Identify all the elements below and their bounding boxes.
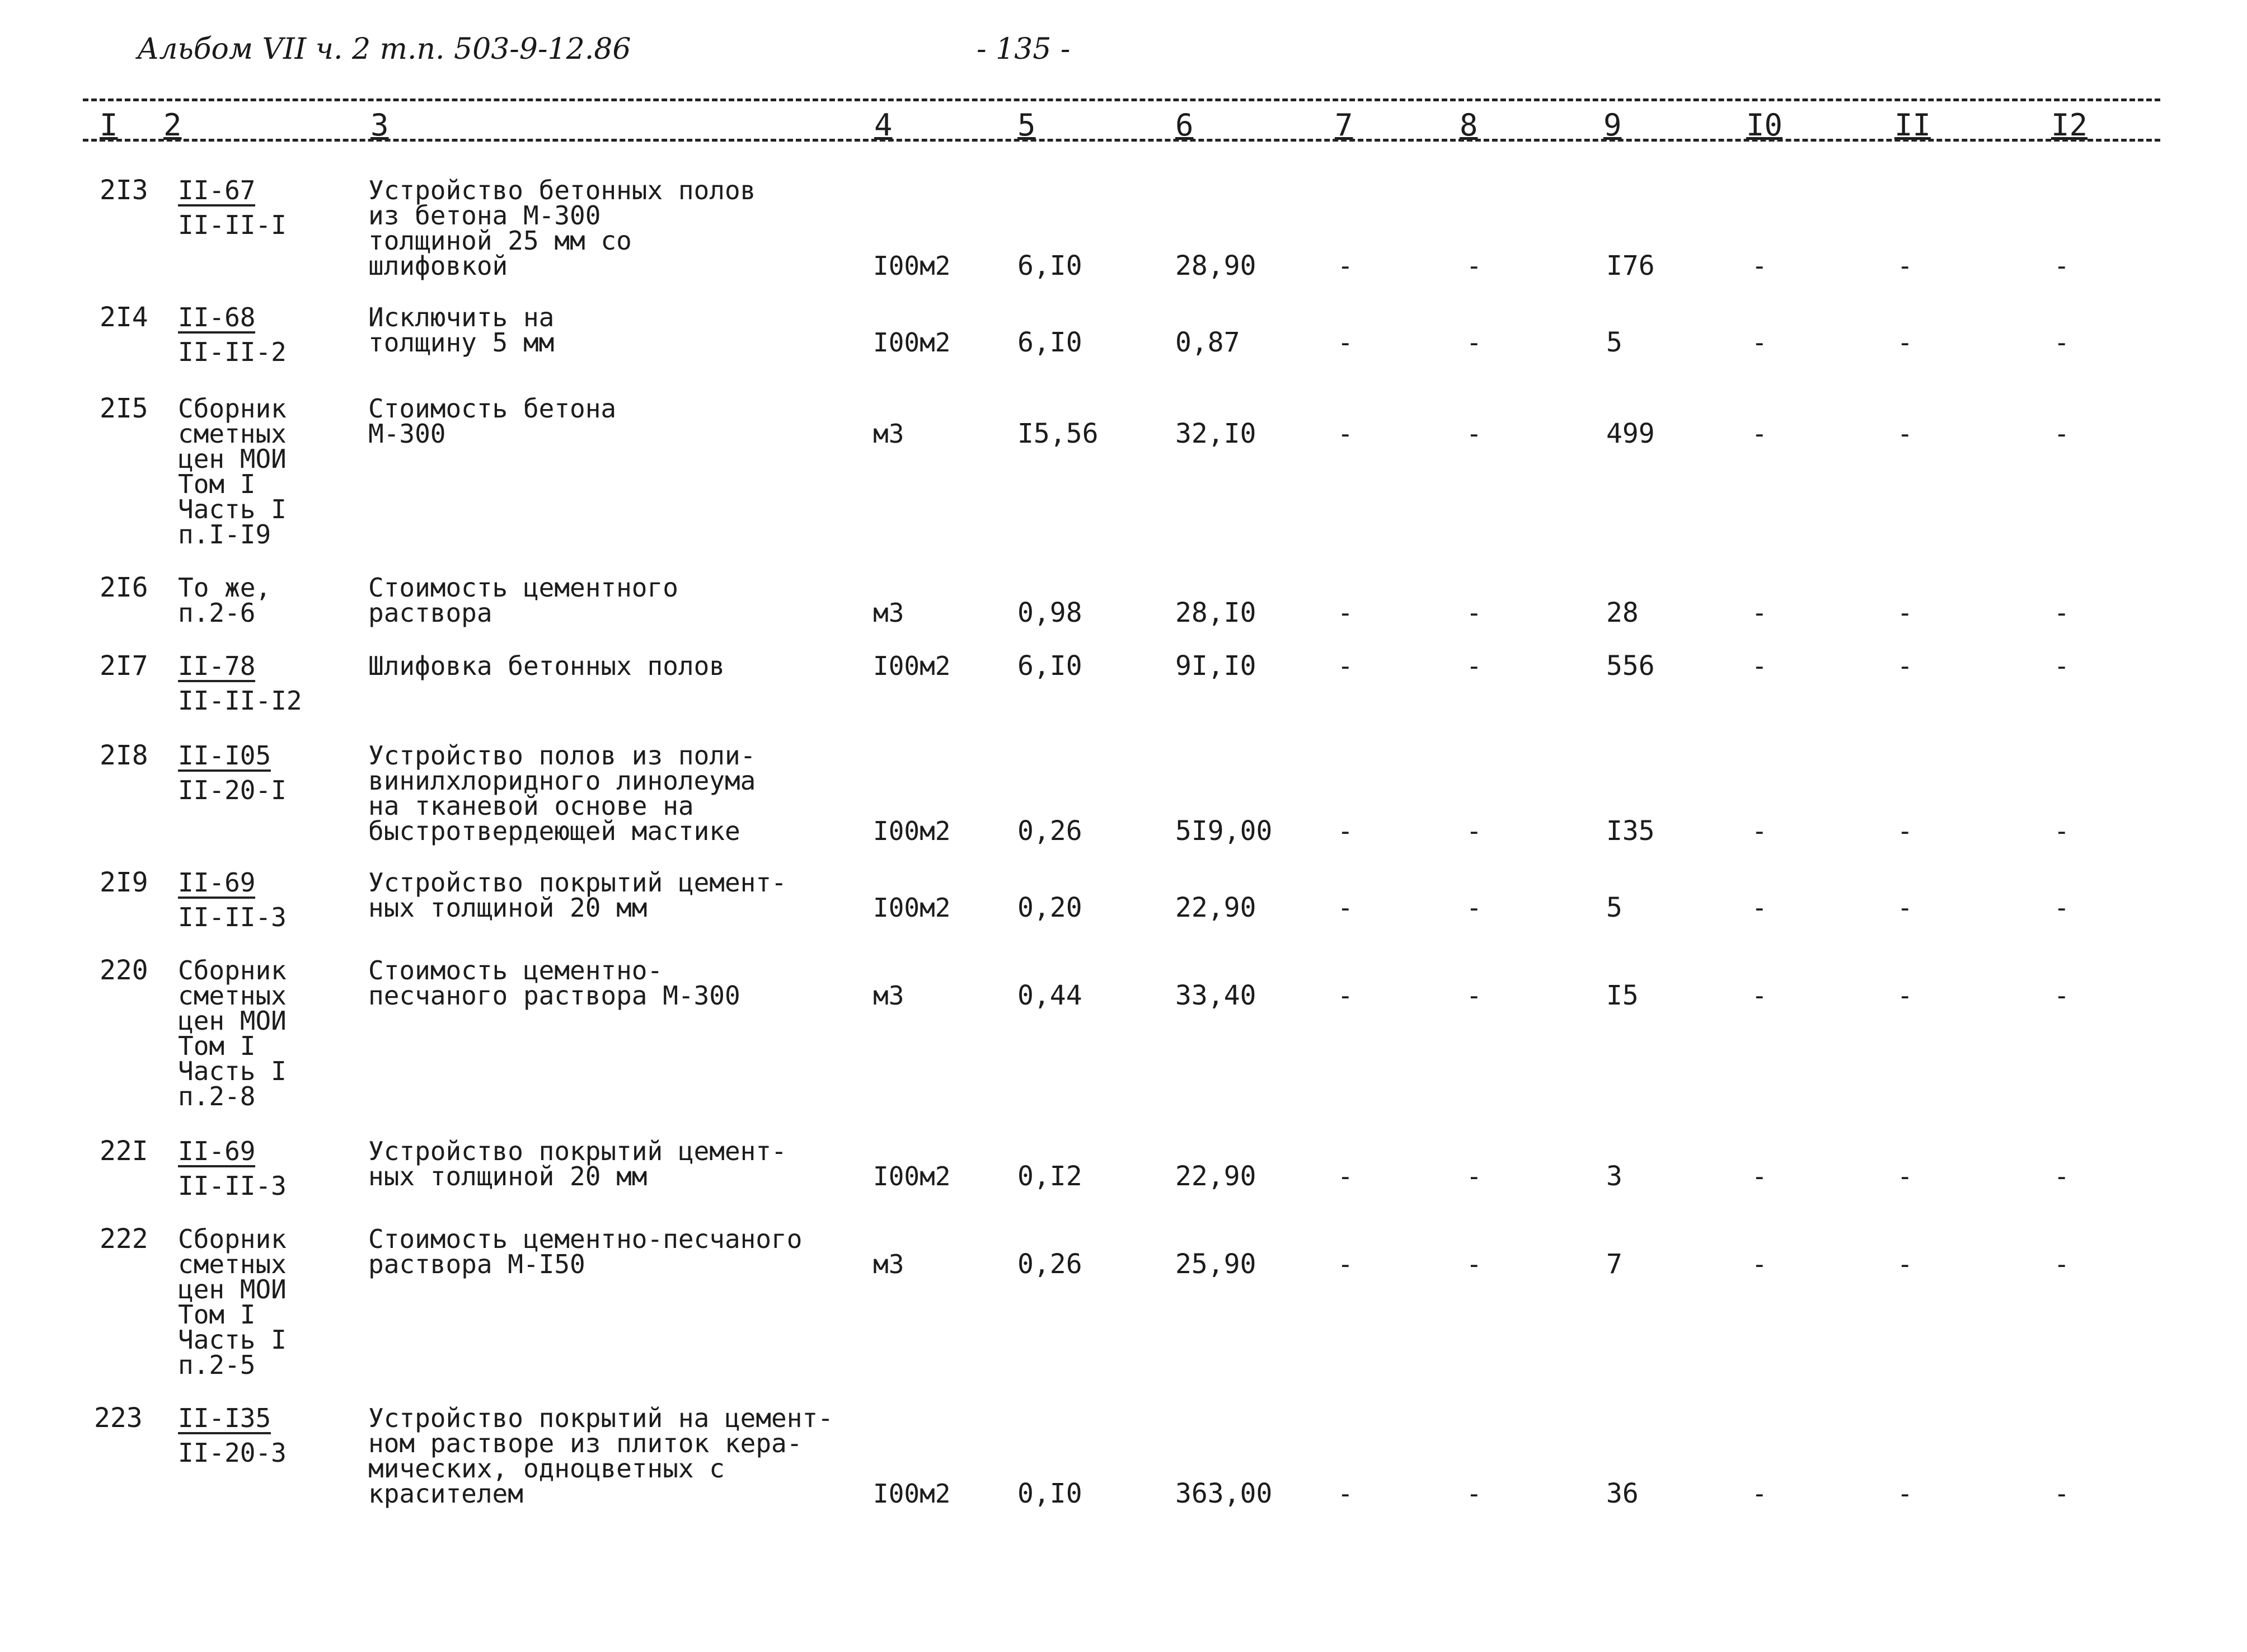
description: Шлифовка бетонных полов (368, 651, 725, 681)
row-number: 223 (94, 1402, 143, 1434)
quantity: 0,I0 (1017, 1478, 1082, 1509)
col-10-value: - (1752, 1249, 1767, 1279)
col-header-2: 2 (163, 107, 182, 143)
col-12-value: - (2054, 893, 2070, 923)
col-10-value: - (1752, 419, 1767, 449)
description: Устройство бетонных полов из бетона М-300 толщиной 25 мм со шлифовкой (368, 175, 756, 281)
row-number: 2I5 (100, 393, 148, 424)
code-top: II-I35 (178, 1403, 271, 1433)
col-10-value: - (1752, 251, 1767, 281)
col-9-value: I5 (1606, 980, 1639, 1011)
col-7-value: - (1338, 598, 1353, 628)
col-7-value: - (1338, 419, 1353, 449)
source-reference: Сборник сметных цен МОИ Том I Часть I п.2-5 (178, 1224, 287, 1380)
col-9-value: 28 (1606, 597, 1639, 628)
unit: I00м2 (873, 893, 951, 923)
row-number: 2I9 (100, 867, 148, 898)
unit: I00м2 (873, 816, 951, 846)
col-10-value: - (1752, 893, 1767, 923)
unit: I00м2 (873, 1161, 951, 1191)
source-reference: То же, п.2-6 (178, 572, 271, 628)
quantity: I5,56 (1017, 418, 1099, 449)
unit-price: 28,90 (1175, 250, 1256, 281)
col-8-value: - (1466, 1249, 1482, 1279)
col-header-8: 8 (1460, 107, 1478, 143)
col-12-value: - (2054, 419, 2070, 449)
code-top: II-I05 (178, 740, 271, 771)
col-11-value: - (1897, 419, 1913, 449)
code-bottom: II-20-3 (178, 1438, 287, 1468)
description: Устройство покрытий на цемент- ном растворе из плиток кера- мических, одноцветных с красителем (368, 1403, 833, 1509)
col-11-value: - (1897, 893, 1913, 923)
code-top: II-68 (178, 302, 256, 332)
col-10-value: - (1752, 327, 1767, 358)
unit: м3 (873, 598, 904, 628)
col-12-value: - (2054, 651, 2070, 681)
col-12-value: - (2054, 980, 2070, 1011)
col-7-value: - (1338, 816, 1353, 846)
description: Стоимость бетона М-300 (368, 393, 617, 449)
col-11-value: - (1897, 1161, 1913, 1191)
col-header-4: 4 (874, 107, 893, 143)
quantity: 6,I0 (1017, 327, 1082, 358)
row-number: 22I (100, 1135, 148, 1167)
col-9-value: 556 (1606, 650, 1655, 682)
col-7-value: - (1338, 1161, 1353, 1191)
code-top: II-67 (178, 175, 256, 205)
quantity: 0,26 (1017, 1249, 1082, 1280)
col-11-value: - (1897, 816, 1913, 846)
col-10-value: - (1752, 816, 1767, 846)
col-9-value: I35 (1606, 815, 1655, 847)
unit: I00м2 (873, 251, 951, 281)
quantity: 0,26 (1017, 815, 1082, 847)
col-8-value: - (1466, 1161, 1482, 1191)
row-number: 2I4 (100, 302, 148, 333)
col-header-9: 9 (1603, 107, 1622, 143)
description: Устройство покрытий цемент- ных толщиной 20 мм (368, 1136, 787, 1191)
unit: м3 (873, 980, 904, 1011)
col-11-value: - (1897, 980, 1913, 1011)
album-reference: Альбом VII ч. 2 т.п. 503-9-12.86 (137, 32, 631, 66)
col-8-value: - (1466, 327, 1482, 358)
description: Устройство полов из поли- винилхлоридного линолеума на тканевой основе на быстротвердеющей мастике (368, 740, 756, 846)
unit-price: 5I9,00 (1175, 815, 1273, 847)
col-10-value: - (1752, 980, 1767, 1011)
code-bottom: II-20-I (178, 775, 287, 805)
description: Устройство покрытий цемент- ных толщиной 20 мм (368, 867, 787, 923)
col-10-value: - (1752, 1479, 1767, 1509)
col-8-value: - (1466, 419, 1482, 449)
col-8-value: - (1466, 598, 1482, 628)
unit-price: 0,87 (1175, 327, 1240, 358)
quantity: 6,I0 (1017, 250, 1082, 281)
col-9-value: 5 (1606, 892, 1622, 923)
col-7-value: - (1338, 651, 1353, 681)
col-8-value: - (1466, 980, 1482, 1011)
unit: I00м2 (873, 327, 951, 358)
col-12-value: - (2054, 327, 2070, 358)
col-8-value: - (1466, 251, 1482, 281)
unit-price: 28,I0 (1175, 597, 1256, 628)
col-11-value: - (1897, 327, 1913, 358)
row-number: 2I6 (100, 572, 148, 603)
col-7-value: - (1338, 251, 1353, 281)
col-7-value: - (1338, 980, 1353, 1011)
quantity: 0,98 (1017, 597, 1082, 628)
quantity: 0,44 (1017, 980, 1082, 1011)
col-header-10: I0 (1746, 107, 1783, 143)
unit-price: 25,90 (1175, 1249, 1256, 1280)
col-12-value: - (2054, 251, 2070, 281)
code-bottom: II-II-3 (178, 902, 287, 932)
code-top: II-69 (178, 867, 256, 898)
col-11-value: - (1897, 1479, 1913, 1509)
col-7-value: - (1338, 1249, 1353, 1279)
code-top: II-69 (178, 1136, 256, 1166)
col-7-value: - (1338, 1479, 1353, 1509)
col-header-5: 5 (1017, 107, 1036, 143)
row-number: 2I3 (100, 175, 148, 206)
col-8-value: - (1466, 651, 1482, 681)
col-12-value: - (2054, 1161, 2070, 1191)
col-header-7: 7 (1335, 107, 1353, 143)
unit-price: 22,90 (1175, 892, 1256, 923)
col-9-value: 499 (1606, 418, 1655, 449)
col-header-12: I2 (2051, 107, 2088, 143)
description: Исключить на толщину 5 мм (368, 302, 555, 358)
unit: I00м2 (873, 1479, 951, 1509)
row-number: 2I8 (100, 740, 148, 771)
row-number: 2I7 (100, 650, 148, 682)
col-10-value: - (1752, 598, 1767, 628)
unit-price: 22,90 (1175, 1161, 1256, 1192)
quantity: 0,I2 (1017, 1161, 1082, 1192)
col-9-value: 7 (1606, 1249, 1622, 1280)
unit: м3 (873, 1249, 904, 1279)
col-header-6: 6 (1175, 107, 1194, 143)
col-9-value: 36 (1606, 1478, 1639, 1509)
col-10-value: - (1752, 651, 1767, 681)
col-header-1: I (100, 107, 118, 143)
col-7-value: - (1338, 327, 1353, 358)
header-top-rule (83, 98, 2160, 101)
page-number: - 135 - (977, 32, 1071, 66)
unit-price: 363,00 (1175, 1478, 1273, 1509)
col-12-value: - (2054, 1479, 2070, 1509)
col-11-value: - (1897, 1249, 1913, 1279)
code-bottom: II-II-I2 (178, 686, 302, 716)
code-bottom: II-II-I (178, 210, 287, 240)
col-9-value: I76 (1606, 250, 1655, 281)
source-reference: Сборник сметных цен МОИ Том I Часть I п.2-8 (178, 955, 287, 1111)
unit: I00м2 (873, 651, 951, 681)
col-12-value: - (2054, 598, 2070, 628)
row-number: 222 (100, 1223, 148, 1255)
unit-price: 33,40 (1175, 980, 1256, 1011)
code-top: II-78 (178, 651, 256, 681)
col-12-value: - (2054, 1249, 2070, 1279)
header-bottom-rule (83, 139, 2160, 142)
quantity: 6,I0 (1017, 650, 1082, 682)
col-8-value: - (1466, 1479, 1482, 1509)
col-9-value: 5 (1606, 327, 1622, 358)
col-7-value: - (1338, 893, 1353, 923)
col-8-value: - (1466, 893, 1482, 923)
col-10-value: - (1752, 1161, 1767, 1191)
col-header-11: II (1894, 107, 1931, 143)
unit-price: 32,I0 (1175, 418, 1256, 449)
col-12-value: - (2054, 816, 2070, 846)
col-11-value: - (1897, 651, 1913, 681)
col-8-value: - (1466, 816, 1482, 846)
col-11-value: - (1897, 251, 1913, 281)
unit: м3 (873, 419, 904, 449)
code-bottom: II-II-2 (178, 337, 287, 367)
quantity: 0,20 (1017, 892, 1082, 923)
col-9-value: 3 (1606, 1161, 1622, 1192)
description: Стоимость цементного раствора (368, 572, 678, 628)
row-number: 220 (100, 955, 148, 986)
col-header-3: 3 (370, 107, 389, 143)
source-reference: Сборник сметных цен МОИ Том I Часть I п.I-I9 (178, 393, 287, 550)
unit-price: 9I,I0 (1175, 650, 1256, 682)
code-bottom: II-II-3 (178, 1171, 287, 1201)
description: Стоимость цементно- песчаного раствора М-300 (368, 955, 740, 1011)
description: Стоимость цементно-песчаного раствора М-I50 (368, 1224, 803, 1279)
col-11-value: - (1897, 598, 1913, 628)
